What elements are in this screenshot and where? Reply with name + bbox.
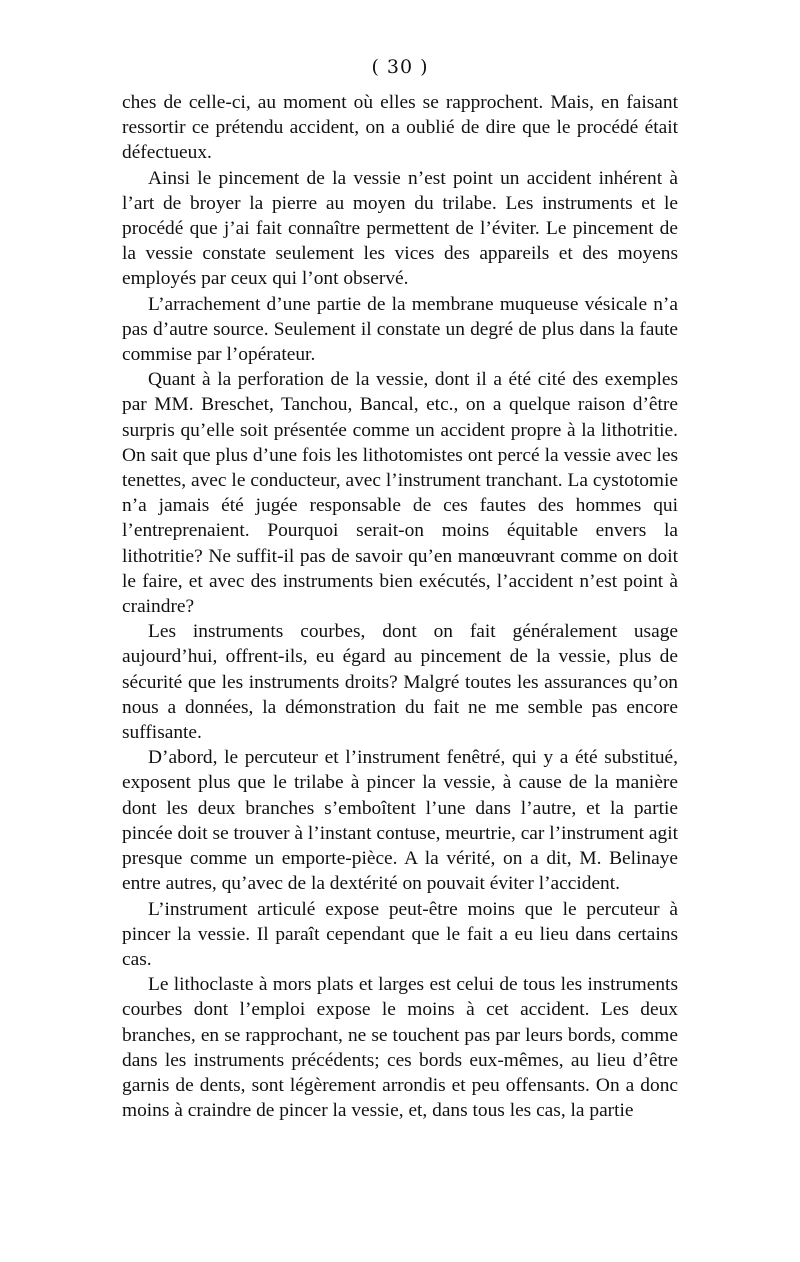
- paragraph: Ainsi le pincement de la vessie n’est point un accident inhérent à l’art de broyer la pierre au moyen du trilabe. Les instruments et le procédé que j’ai fait connaître permettent de l’éviter. Le pincement de la vessie constate seulement les vices des appareils et des moyens employés par ceux qui l’ont observé.: [122, 167, 678, 290]
- paragraph: D’abord, le percuteur et l’instrument fenêtré, qui y a été substitué, exposent plus que le trilabe à pincer la vessie, à cause de la manière dont les deux branches s’emboîtent l’une dans l’autre, et la partie pincée doit se trouver à l’instant contuse, meurtrie, car l’instrument agit presque comme un emporte-pièce. A la vérité, on a dit, M. Belinaye entre autres, qu’avec de la dextérité on pouvait éviter l’accident.: [122, 747, 678, 895]
- paragraph: L’arrachement d’une partie de la membrane muqueuse vésicale n’a pas d’autre source. Seulement il constate un degré de plus dans la faute commise par l’opérateur.: [122, 293, 678, 366]
- paragraph: Les instruments courbes, dont on fait généralement usage aujourd’hui, offrent-ils, eu égard au pincement de la vessie, plus de sécurité que les instruments droits? Malgré toutes les assurances qu’on nous a données, la démonstration du fait ne me semble pas encore suffisante.: [122, 621, 678, 744]
- paragraph: Quant à la perforation de la vessie, dont il a été cité des exemples par MM. Breschet, Tanchou, Bancal, etc., on a quelque raison d’être surpris qu’elle soit présentée comme un accident propre à la lithotritie. On sait que plus d’une fois les lithotomistes ont percé la vessie avec les tenettes, avec le conducteur, avec l’instrument tranchant. La cystotomie n’a jamais été jugée responsable de ces fautes des hommes qui l’entreprenaient. Pourquoi serait-on moins équitable envers la lithotritie? Ne suffit-il pas de savoir qu’en manœuvrant comme on doit le faire, et avec des instruments bien exécutés, l’accident n’est point à craindre?: [122, 369, 678, 618]
- paragraph: ches de celle-ci, au moment où elles se rapprochent. Mais, en faisant ressortir ce prétendu accident, on a oublié de dire que le procédé était défectueux.: [122, 92, 678, 164]
- body-text: [122, 90, 678, 1123]
- paragraph: Le lithoclaste à mors plats et larges est celui de tous les instruments courbes dont l’emploi expose le moins à cet accident. Les deux branches, en se rapprochant, ne se touchent pas par leurs bords, comme dans les instruments précédents; ces bords eux-mêmes, au lieu d’être garnis de dents, sont légèrement arrondis et peu offensants. On a donc moins à craindre de pincer la vessie, et, dans tous les cas, la partie: [122, 974, 678, 1122]
- page-number: ( 30 ): [371, 56, 429, 78]
- paragraph: L’instrument articulé expose peut-être moins que le percuteur à pincer la vessie. Il paraît cependant que le fait a eu lieu dans certains cas.: [122, 898, 678, 970]
